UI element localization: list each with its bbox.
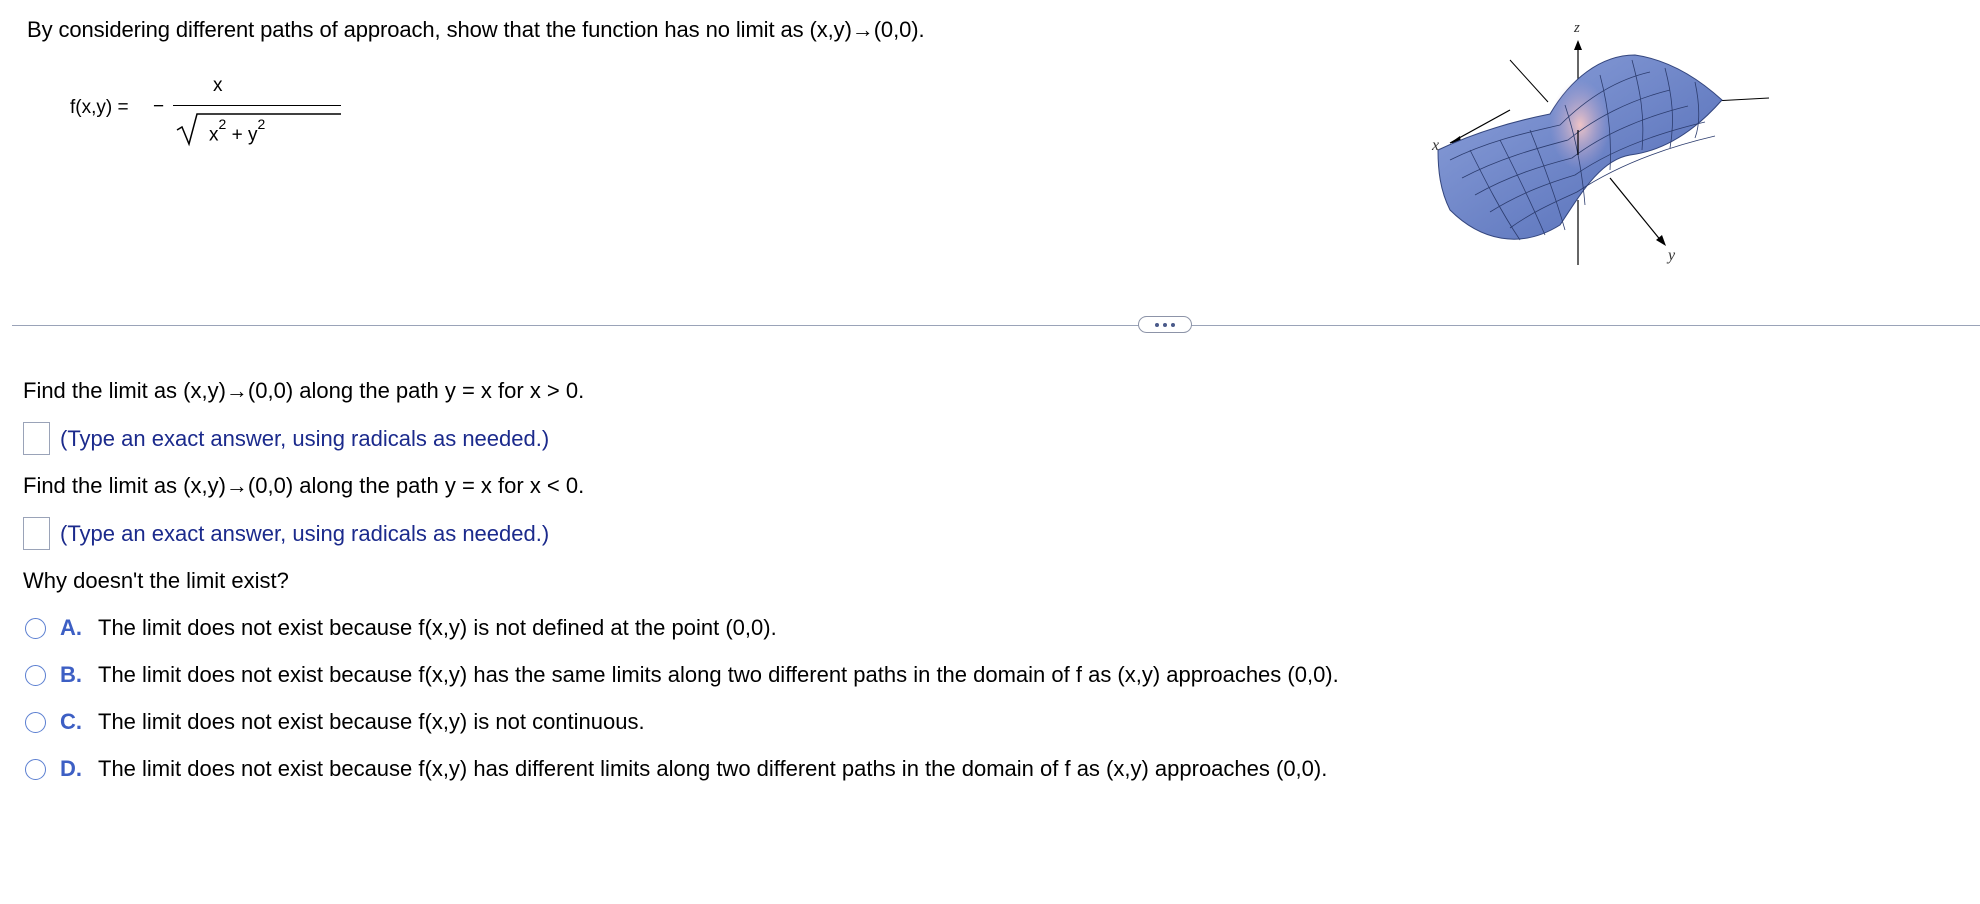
part2-hint: (Type an exact answer, using radicals as needed.) xyxy=(60,520,550,546)
part1-answer-row xyxy=(23,422,549,455)
surface-plot-image xyxy=(1370,10,1770,270)
part1-answer-input[interactable] xyxy=(23,422,50,455)
y-axis-line xyxy=(1610,178,1662,242)
den-x: x xyxy=(209,124,219,146)
more-options-button[interactable] xyxy=(1138,316,1192,333)
z-axis-label: z xyxy=(1574,20,1580,36)
function-lhs: f(x,y) = xyxy=(70,97,129,118)
radio-button-a[interactable] xyxy=(25,618,46,639)
question-prompt: By considering different paths of approach, show that the function has no limit as (x,y)→(0,0). xyxy=(27,17,925,42)
section-divider xyxy=(12,325,1980,326)
why-question: Why doesn't the limit exist? xyxy=(23,568,289,593)
den-y: y xyxy=(247,124,258,146)
choice-d-letter: D. xyxy=(60,756,82,781)
fraction-bar xyxy=(173,105,341,106)
part2-answer-row xyxy=(23,517,549,550)
den-plus: + xyxy=(226,124,248,146)
surface-graph xyxy=(1370,10,1770,270)
part1-question: Find the limit as (x,y)→(0,0) along the path y = x for x > 0. xyxy=(23,378,585,403)
function-numerator: x xyxy=(213,75,223,96)
x-axis-label: x xyxy=(1432,137,1440,154)
den-exp1: 2 xyxy=(218,116,227,132)
choice-d[interactable] xyxy=(25,756,1327,782)
radio-button-d[interactable] xyxy=(25,759,46,780)
y-axis-label: y xyxy=(1668,247,1676,264)
choice-c-letter: C. xyxy=(60,709,82,734)
choice-b-text: The limit does not exist because f(x,y) has the same limits along two different paths in the domain of f as (x,y) approaches (0,0). xyxy=(98,662,1339,687)
choice-b[interactable] xyxy=(25,662,1339,688)
function-formula xyxy=(70,72,290,152)
part2-question: Find the limit as (x,y)→(0,0) along the path y = x for x < 0. xyxy=(23,473,585,498)
choice-c[interactable] xyxy=(25,709,645,735)
choice-d-text: The limit does not exist because f(x,y) has different limits along two different paths in the domain of f as (x,y) approaches (0,0). xyxy=(98,756,1328,781)
function-sign: − xyxy=(153,96,165,117)
function-denominator xyxy=(173,108,343,148)
choice-a-text: The limit does not exist because f(x,y) is not defined at the point (0,0). xyxy=(98,615,777,640)
choice-b-letter: B. xyxy=(60,662,82,687)
ellipsis-icon xyxy=(1155,323,1159,327)
part2-answer-input[interactable] xyxy=(23,517,50,550)
part1-hint: (Type an exact answer, using radicals as needed.) xyxy=(60,425,550,451)
choice-c-text: The limit does not exist because f(x,y) is not continuous. xyxy=(98,709,645,734)
den-exp2: 2 xyxy=(257,116,266,132)
choice-a-letter: A. xyxy=(60,615,82,640)
radio-button-c[interactable] xyxy=(25,712,46,733)
choice-a[interactable] xyxy=(25,615,777,641)
radio-button-b[interactable] xyxy=(25,665,46,686)
